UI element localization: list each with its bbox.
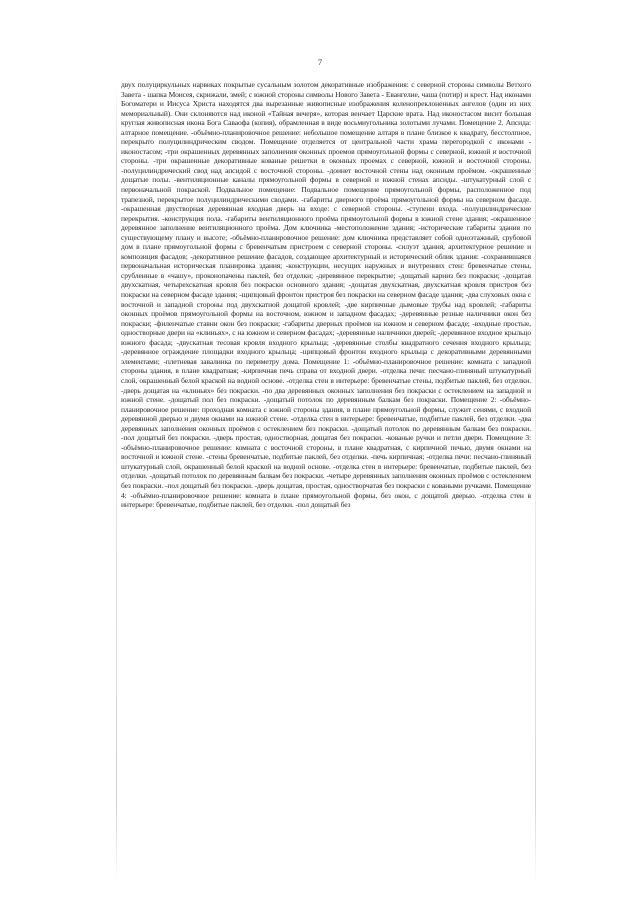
body-text-block — [121, 80, 531, 888]
scan-edge-right — [535, 84, 536, 884]
scan-edge-left — [116, 84, 117, 884]
body-paragraph: двух полуциркульных нарвиках покрытые сусальным золотом декоративные изображения: с северной стороны символы Ветхого Завета - шапка Моисея, скрижали, змей; с южной стороны символы Нового Завета - Евангелие, чаша (потир) и крест. Над иконами Богоматери и Иисуса Христа находятся два вырезанные живописные изображения коленопреклоненных ангелов (один из них мемориальный). Они склоняются над иконой «Тайная вечеря», которая венчает Царские врата. Над иконостасом висит большая круглая живописная икона Бога Саваофа (копия), обрамленная в виде восьмиугольника золотыми лучами. Помещение 2. Апсида: алтарное помещение. -объёмно-планировочное решение: небольшое помещение алтаря в плане близкое к квадрату, бесстолпное, перекрыто полуцилиндрическим сводом. Помещение отделяется от центральной части храма перегородкой с иконами - иконостасом; -три окрашенных деревянных заполнения оконных проемов прямоугольной формы с северной, южной и восточной стороны. -три окрашенные декоративные кованые решетки в оконных проемах с северной, южной и восточной стороны. -полуцилиндрический свод над апсидой с восточной стороны. -доинет восточной стены над оконным проёмом. -окрашенные дощатые полы. -вентиляционные каналы прямоугольной формы в северной и южной стенах апсиды. -штукатурный слой с первоначальной покраской. Подвальное помещение: Подвальное помещение прямоугольной формы, расположенное под трапезной, перекрытое полуцилиндрическими сводами. -габариты дверного проёма прямоугольной формы на северном фасаде. -окрашенная двустворная деревянная входная дверь на входе: с северной стороны. -ступени входа. -полуцилиндрические перекрытия. -конструкция пола. -габариты вентиляционного проёма прямоугольной формы в южной стене здания; -окрашенное деревянное заполнение вентиляционного проёма. Дом ключника -местоположение здания; -исторические габариты здания по существующему плану и высоте; -объёмно-планировочное решение: дом ключника представляет собой одноэтажный, срубовой дом в плане прямоугольной формы с бревенчатым пристроем с северной стороны. -силуэт здания, архитектурное решение и композиция фасадов; -декоративное решение фасадов, создающее архитектурный и исторический облик здания: -сохранившаяся первоначальная историческая планировка здания; -конструкции, несущих наружных и внутренних стен: бревенчатые стены, срубленные в «чашу», проконопачены паклей, без отделки; -деревянное перекрытие; -дощатый карниз без покраски; -дощатая двухскатная, четырехскатная кровля без покраски основного здания; -дощатая двухскатная, двухскатная кровля пристроя без покраски на северном фасаде здания; -щипцовый фронтон пристроя без покраски на северном фасаде здания; -два слуховых окна с восточной и западной стороны под двухскатной дощатой кровлей; -две кирпичные дымовые трубы над кровлей; -габариты оконных проёмов прямоугольной формы на восточном, южном и западном фасадах; -деревянные резные наличники окон без покраски; -филенчатые ставни окон без покраски; -габариты дверных проёмов на южном и северном фасаде; -входные простые, одностворные двери на «клиньях», с на южном и северном фасадах; -деревянные наличники дверей; -деревянное входное крыльцо южного фасада; -двускатная тесовая кровля входного крыльца; -деревянные столбы квадратного сечения входного крыльца; -деревянное ограждение площадки входного крыльца; -щипцовый фронтон входного крыльца с декоративными деревянными элементами; -плетневая завалинка по периметру дома. Помещение 1: -объёмно-планировочное решение: комната с западной стороны здания, в плане квадратная; -кирпичная печь справа от входной двери. -отделка печи: песчано-глиняный штукатурный слой, окрашенный белой краской на водной основе. -отделка стен в интерьере: бревенчатые стены, подбитые паклей, без отделки. -дверь дощатая на «клиньях» без покраски. -по два деревянных оконных заполнения без покраски с остеклением на западной и южной стене. -дощатый пол без покраски. -дощатый потолок по деревянным балкам без покраски. Помещение 2: -объёмно-планировочное решение: проходная комната с южной стороны здания, в плане прямоугольной формы, служит сенями, с входной деревянной дверью и двумя окнами на южной стене. -отделка стен в интерьере: бревенчатые, подбитые паклей, без отделки. -два деревянных заполнения оконных проёмов с остеклением без покраски. -дощатый потолок по деревянным балкам без покраски. -пол дощатый без покраски. -дверь простая, одностворная, дощатая без покраски. -кованые ручки и петли двери. Помещение 3: -объёмно-планировочное решение: комната с восточной стороны, в плане квадратная, с кирпичной печью, двумя окнами на восточной и южной стене. -стены бревенчатые, подбитые паклей, без отделки. -печь кирпичная; -отделка печи: песчано-глиняный штукатурный слой, окрашенный белой краской на водной основе. -отделка стен в интерьере: бревенчатые, подбитые паклей, без отделки. -дощатый потолок по деревянным балкам без покраски. -четыре деревянных заполнения оконных проёмов с остеклением без покраски. -пол дощатый без покраски. -дверь дощатая, простая, одностворчатая без покраски с коваными ручками. Помещение 4: -объёмно-планировочное решение: комната в плане прямоугольной формы, без окон, с дощатой дверью. -отделка стен в интерьере: бревенчатые, подбитые паклей, без отделки. -пол дощатый без — [121, 80, 531, 510]
page-number: 7 — [317, 57, 323, 67]
